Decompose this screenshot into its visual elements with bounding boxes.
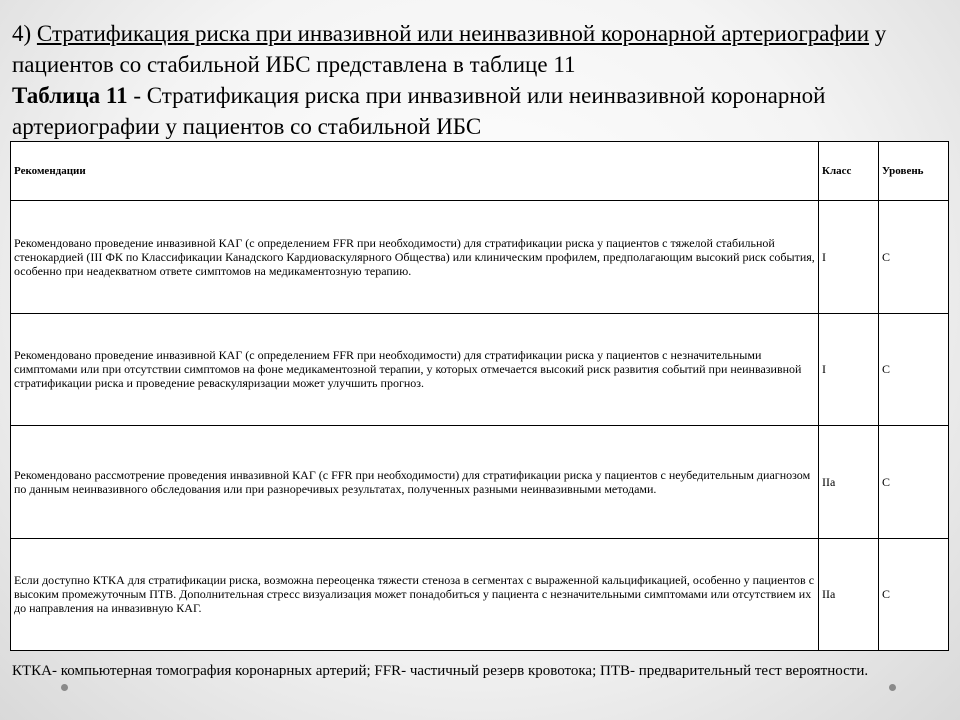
footnote xyxy=(12,661,947,682)
recommendations-table xyxy=(10,141,948,651)
table-row xyxy=(11,426,949,539)
level-cell: C xyxy=(879,538,949,651)
table-title-bold: Таблица 11 xyxy=(12,83,128,108)
level-cell: C xyxy=(879,426,949,539)
heading-underlined: Стратификация риска при инвазивной или неинвазивной коронарной артериографии xyxy=(36,21,870,46)
table-row xyxy=(11,313,949,426)
level-cell: C xyxy=(879,201,949,314)
recommendation-cell: Рекомендовано рассмотрение проведения инвазивной КАГ (с FFR при необходимости) для стратификации риска у пациентов с неубедительным диагнозом по данным неинвазивного обследования или при разноречивых результатах, полученных разными неинвазивными методами. xyxy=(11,426,819,539)
table-title-rest: - Стратификация риска при инвазивной или неинвазивной коронарной артериографии у пациентов со стабильной ИБС xyxy=(12,83,826,139)
table-row xyxy=(11,201,949,314)
class-cell: I xyxy=(819,201,879,314)
class-cell: IIa xyxy=(819,538,879,651)
heading-line xyxy=(12,18,942,80)
col-header-class: Класс xyxy=(819,142,879,201)
decorative-dot-icon xyxy=(889,684,896,691)
slide-header xyxy=(12,18,942,142)
table-header-row xyxy=(11,142,949,201)
heading-rest: у пациентов со стабильной ИБС представлена в таблице 11 xyxy=(12,21,887,77)
table-row xyxy=(11,538,949,651)
recommendation-cell: Рекомендовано проведение инвазивной КАГ (с определением FFR при необходимости) для стратификации риска у пациентов с незначительными симптомами или при отсутствии симптомов на фоне медикаментозной терапии, у которых отмечается высокий риск развития событий при неинвазивной стратификации риска и проведение реваскуляризации может улучшить прогноз. xyxy=(11,313,819,426)
recommendation-cell: Рекомендовано проведение инвазивной КАГ (с определением FFR при необходимости) для стратификации риска у пациентов с тяжелой стабильной стенокардией (III ФК по Классификации Канадского Кардиоваскулярного Общества) или клиническим профилем, предполагающим высокий риск события, особенно при неадекватном ответе симптомов на медикаментозную терапию. xyxy=(11,201,819,314)
col-header-level: Уровень xyxy=(879,142,949,201)
decorative-dot-icon xyxy=(61,684,68,691)
heading-number: 4) xyxy=(12,21,32,46)
recommendation-cell: Если доступно КТКА для стратификации риска, возможна переоценка тяжести стеноза в сегментах с выраженной кальцификацией, особенно у пациентов с высоким промежуточным ПТВ. Дополнительная стресс визуализация может понадобиться у пациента с незначительными симптомами или отсутствием их до направления на инвазивную КАГ. xyxy=(11,538,819,651)
footnote-text: КТКА- компьютерная томография коронарных артерий; FFR- частичный резерв кровотока; ПТВ- предварительный тест вероятности. xyxy=(12,663,869,679)
col-header-recommendations: Рекомендации xyxy=(11,142,819,201)
table-title xyxy=(12,80,942,142)
class-cell: IIa xyxy=(819,426,879,539)
level-cell: C xyxy=(879,313,949,426)
class-cell: I xyxy=(819,313,879,426)
